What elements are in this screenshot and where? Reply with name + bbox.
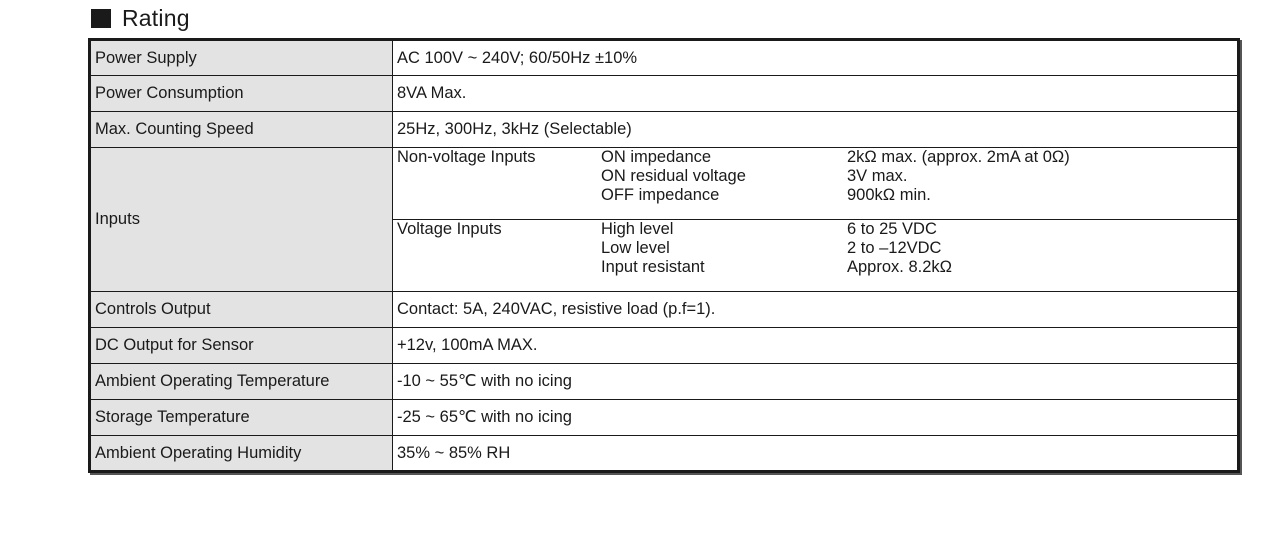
spec-row-max-counting-speed (90, 112, 1239, 148)
spec-label: Ambient Operating Temperature (90, 364, 393, 400)
spec-label-inputs: Inputs (90, 148, 393, 292)
spec-row-controls-output (90, 292, 1239, 328)
voltage-inputs-cell (393, 220, 1239, 292)
input-param-value: 900kΩ min. (847, 186, 931, 204)
input-param-row (397, 186, 1237, 205)
spec-row-ambient-operating-temperature (90, 364, 1239, 400)
input-type-label: Non-voltage Inputs (397, 148, 536, 166)
spec-value: AC 100V ~ 240V; 60/50Hz ±10% (393, 40, 1239, 76)
spec-value: Contact: 5A, 240VAC, resistive load (p.f=1). (393, 292, 1239, 328)
input-param-row (397, 220, 1237, 239)
spec-value: 35% ~ 85% RH (393, 436, 1239, 472)
spec-label: Controls Output (90, 292, 393, 328)
voltage-inputs-table (397, 220, 1237, 277)
input-param-value: 3V max. (847, 167, 908, 185)
input-param-name: ON impedance (601, 148, 712, 166)
nonvoltage-inputs-cell (393, 148, 1239, 220)
input-param-row (397, 258, 1237, 277)
input-param-name: High level (601, 220, 674, 238)
spec-row-power-consumption (90, 76, 1239, 112)
spec-row-storage-temperature (90, 400, 1239, 436)
spec-label: DC Output for Sensor (90, 328, 393, 364)
input-param-value: 2kΩ max. (approx. 2mA at 0Ω) (847, 148, 1070, 166)
input-param-name: Low level (601, 239, 670, 257)
input-param-value: 6 to 25 VDC (847, 220, 937, 238)
spec-label: Power Consumption (90, 76, 393, 112)
input-param-name: Input resistant (601, 258, 705, 276)
input-type-label: Voltage Inputs (397, 220, 502, 238)
black-square-icon (91, 9, 111, 28)
input-param-row (397, 167, 1237, 186)
input-param-value: Approx. 8.2kΩ (847, 258, 952, 276)
input-param-name: OFF impedance (601, 186, 720, 204)
spec-value: 25Hz, 300Hz, 3kHz (Selectable) (393, 112, 1239, 148)
section-title: Rating (122, 4, 190, 31)
input-param-name: ON residual voltage (601, 167, 746, 185)
spec-label: Ambient Operating Humidity (90, 436, 393, 472)
spec-label: Max. Counting Speed (90, 112, 393, 148)
input-param-value: 2 to –12VDC (847, 239, 942, 257)
spec-row-dc-output-sensor (90, 328, 1239, 364)
nonvoltage-inputs-table (397, 148, 1237, 205)
rating-spec-table (88, 38, 1240, 473)
spec-value: -25 ~ 65℃ with no icing (393, 400, 1239, 436)
spec-row-inputs-nonvoltage (90, 148, 1239, 220)
spec-row-ambient-operating-humidity (90, 436, 1239, 472)
spec-label: Power Supply (90, 40, 393, 76)
spec-value: 8VA Max. (393, 76, 1239, 112)
spec-value: -10 ~ 55℃ with no icing (393, 364, 1239, 400)
spec-value: +12v, 100mA MAX. (393, 328, 1239, 364)
input-param-row (397, 239, 1237, 258)
input-param-row (397, 148, 1237, 167)
spec-label: Storage Temperature (90, 400, 393, 436)
spec-row-power-supply (90, 40, 1239, 76)
section-heading (91, 3, 190, 33)
